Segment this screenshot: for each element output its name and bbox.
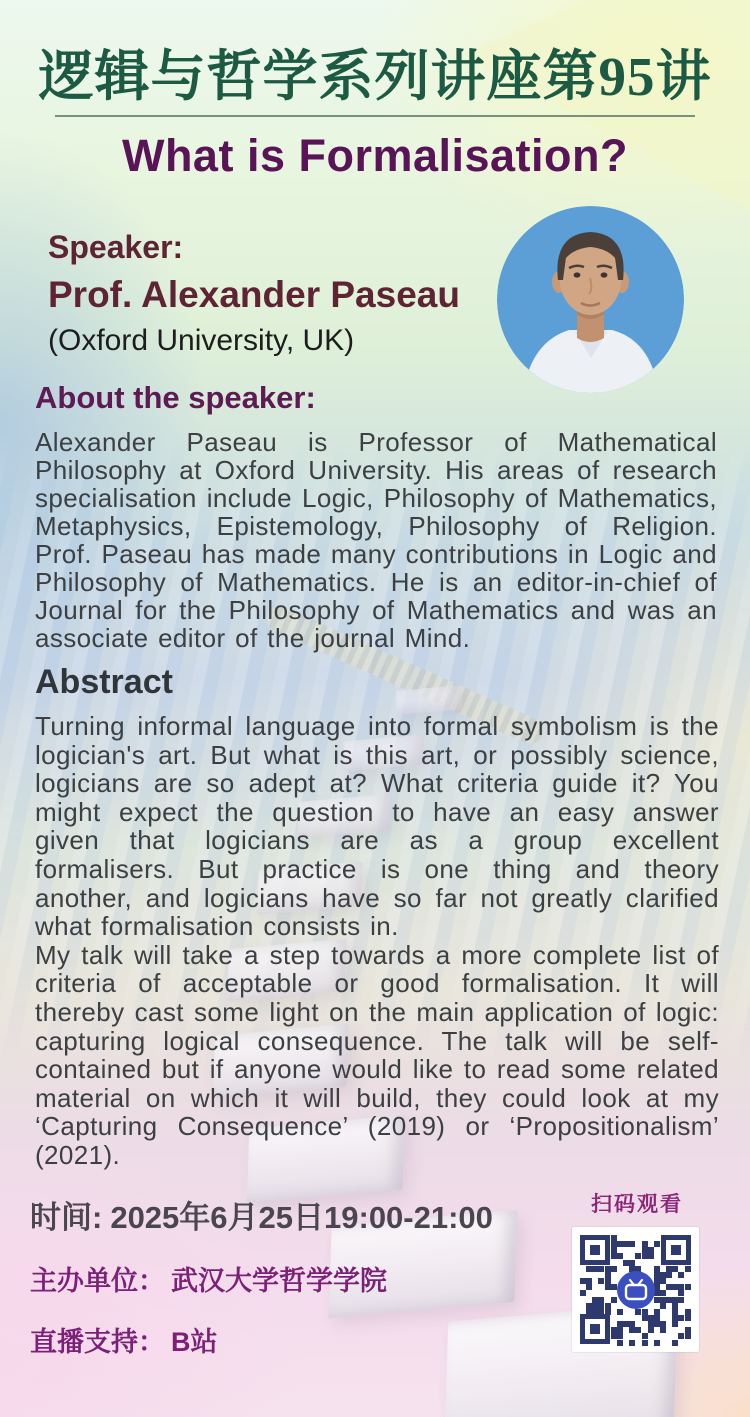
abstract-heading: Abstract [35, 663, 173, 701]
speaker-affiliation: (Oxford University, UK) [48, 323, 355, 357]
qr-modules [580, 1235, 691, 1344]
stream-label: 直播支持： [30, 1327, 165, 1357]
qr-code [572, 1227, 699, 1352]
speaker-name: Prof. Alexander Paseau [48, 274, 460, 316]
series-title: 逻辑与哲学系列讲座第95讲 [38, 46, 712, 107]
qr-finder-top-right [661, 1235, 691, 1265]
qr-section [572, 1188, 702, 1352]
organizer-value: 武汉大学哲学学院 [171, 1266, 387, 1296]
event-organizer [30, 1259, 493, 1298]
bilibili-tv-icon [617, 1271, 655, 1309]
speaker-label: Speaker: [48, 229, 184, 265]
qr-caption: 扫码观看 [591, 1193, 683, 1216]
title-divider-line [55, 115, 695, 117]
organizer-label: 主办单位： [30, 1266, 165, 1296]
abstract-body [35, 712, 719, 1170]
talk-title: What is Formalisation? [121, 130, 629, 181]
about-body: Alexander Paseau is Professor of Mathematical Philosophy at Oxford University. His areas of research specialisation include Logic, Philosophy of Mathematics, Metaphysics, Epistemology, Philosophy of Religion. Prof. Paseau has made many contributions in Logic and Philosophy of Mathematics. He is an editor-in-chief of Journal for the Philosophy of Mathematics and was an associate editor of the journal Mind. [35, 427, 717, 653]
speaker-portrait-illustration [497, 206, 684, 393]
time-value: 2025年6月25日19:00-21:00 [110, 1200, 493, 1235]
qr-finder-bottom-left [580, 1314, 610, 1344]
event-stream [30, 1320, 493, 1359]
abstract-paragraph-2: My talk will take a step towards a more complete list of criteria of acceptable or good formalisation. It will thereby cast some light on the main application of logic: capturing logical consequence. The talk will be self-contained but if anyone would like to read some related material on which it will build, they could look at my ‘Capturing Consequence’ (2019) or ‘Propositionalism’ (2021). [35, 939, 719, 1170]
qr-finder-top-left [580, 1235, 610, 1265]
event-details [30, 1192, 493, 1359]
stream-value: B站 [171, 1327, 218, 1357]
abstract-paragraph-1: Turning informal language into formal symbolism is the logician's art. But what is this art, or possibly science, logicians are so adept at? What criteria guide it? You might expect the question to have an easy answer given that logicians are as a group excellent formalisers. But practice is one thing and theory another, and logicians have so far not greatly clarified what formalisation consists in. [35, 711, 719, 942]
speaker-photo [497, 206, 684, 393]
about-heading: About the speaker: [35, 380, 316, 415]
event-time [30, 1192, 493, 1237]
speaker-block [48, 230, 488, 357]
time-label: 时间: [30, 1200, 103, 1235]
